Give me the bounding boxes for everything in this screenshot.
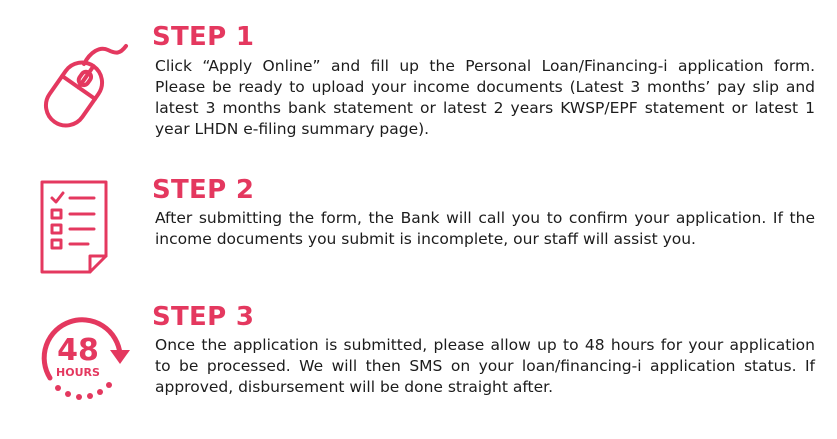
step-3-description: Once the application is submitted, please allow up to 48 hours for your application to be processed. We will then SMS on your loan/financing-i application status. If approved, disbursement will be done straight after. [155,336,815,396]
mouse-icon [28,38,132,142]
step-1-description: Click “Apply Online” and fill up the Personal Loan/Financing-i application form. Please be ready to upload your income documents (Latest 3 months’ pay slip and latest 3 months bank statement or latest 2 years KWSP/EPF statement or latest 1 year LHDN e-filing summary page). [155,57,815,138]
step-2-description: After submitting the form, the Bank will call you to confirm your application. If the income documents you submit is incomplete, our staff will assist you. [155,209,815,248]
48-hours-clock-icon [28,304,132,408]
clock-icon-label: HOURS [56,366,100,379]
checklist-icon [28,176,132,280]
step-1-title: STEP 1 [152,22,255,52]
step-2-title: STEP 2 [152,175,255,205]
step-3-title: STEP 3 [152,302,255,332]
clock-icon-number: 48 [57,333,99,368]
